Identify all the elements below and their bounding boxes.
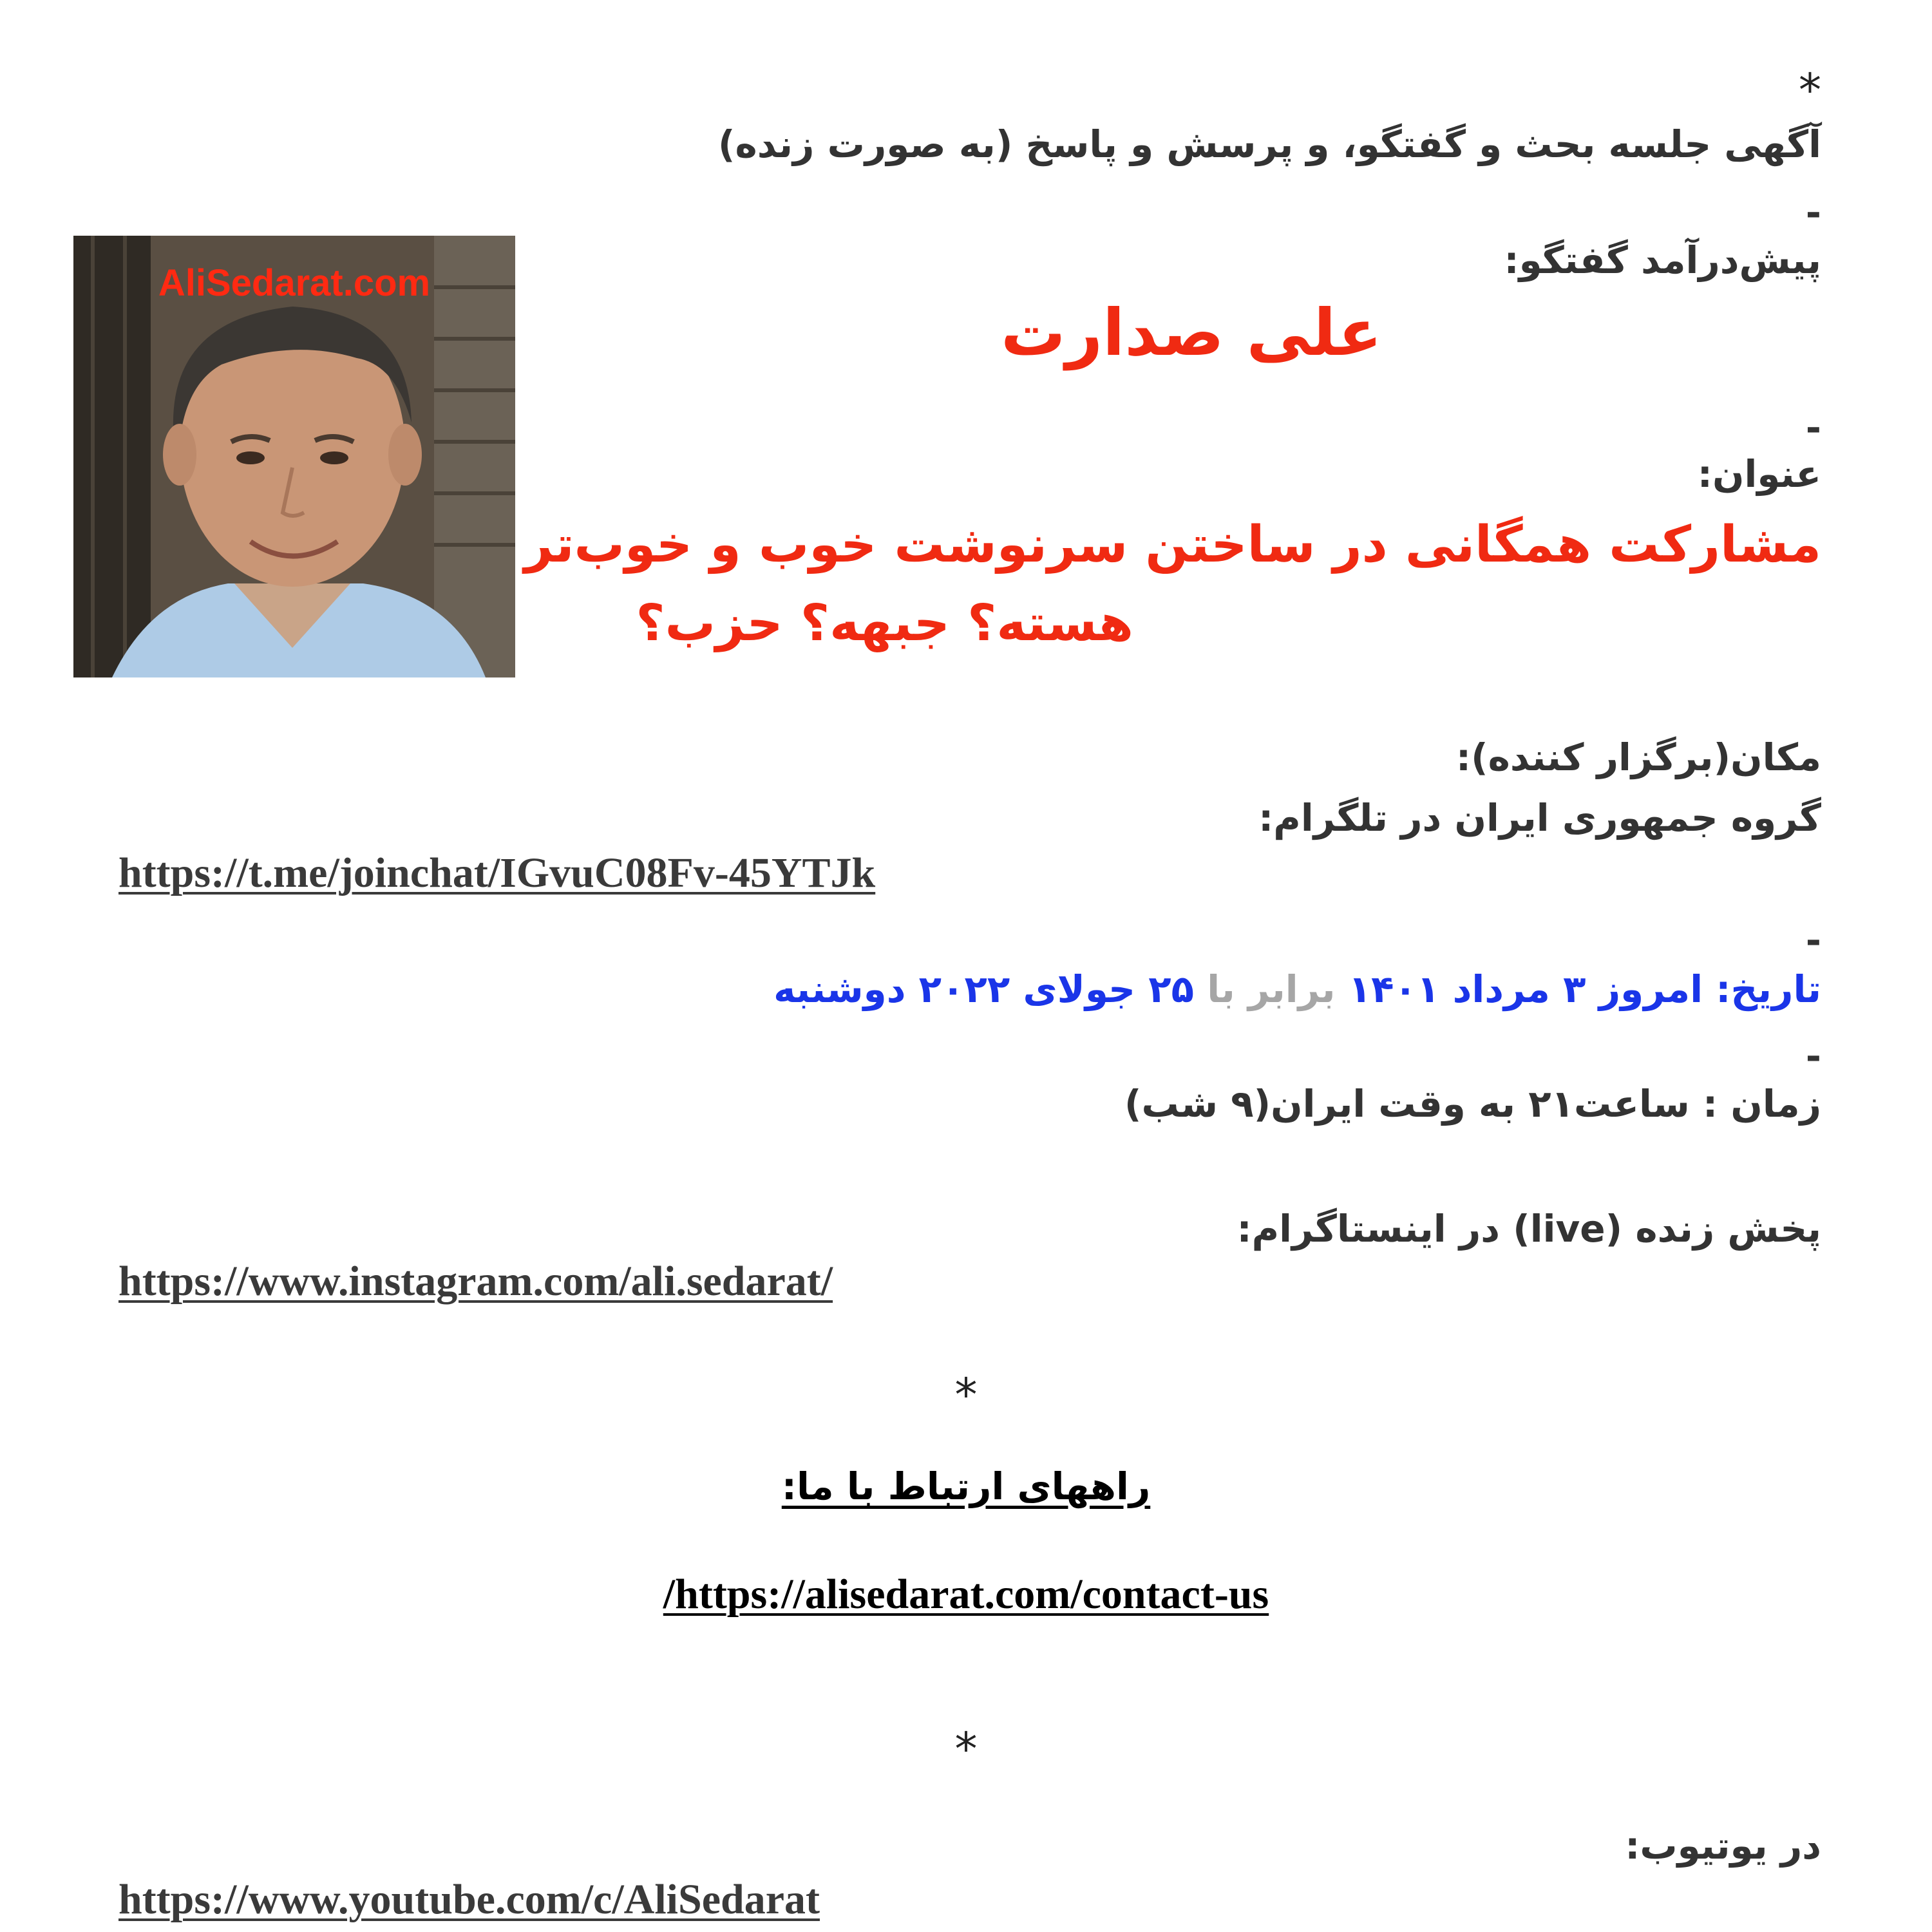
date-persian: تاریخ: امروز ۳ مرداد ۱۴۰۱ xyxy=(1348,967,1821,1011)
topic-label: عنوان: xyxy=(1697,452,1821,496)
topic-title-line2: هسته؟ جبهه؟ حزب؟ xyxy=(636,594,1133,652)
intro-label: پیش‌درآمد گفتگو: xyxy=(1504,238,1821,282)
date-equals: برابر با xyxy=(1207,967,1336,1011)
contact-link[interactable]: /https://alisedarat.com/contact-us xyxy=(663,1571,1269,1618)
dash-separator: - xyxy=(1805,406,1821,450)
contact-heading: راههای ارتباط با ما: xyxy=(781,1464,1151,1508)
date-line xyxy=(773,963,1821,1015)
youtube-label: در یوتیوب: xyxy=(1625,1824,1821,1868)
dash-separator: - xyxy=(1805,191,1821,234)
time-line: زمان : ساعت۲۱ به وقت ایران(۹ شب) xyxy=(1124,1082,1821,1126)
star-divider: * xyxy=(954,1723,978,1776)
speaker-name: علی صدارت xyxy=(1001,295,1382,370)
photo-watermark: AliSedarat.com xyxy=(158,262,431,304)
topic-title-line1: مشارکت همگانی در ساختن سرنوشت خوب و خوب‌تر xyxy=(524,516,1821,574)
speaker-photo xyxy=(73,236,515,677)
star-divider-top: * xyxy=(1799,64,1821,117)
date-gregorian: ۲۵ جولای ۲۰۲۲ دوشنبه xyxy=(773,967,1194,1011)
telegram-link[interactable]: https://t.me/joinchat/IGvuC08Fv-45YTJk xyxy=(118,849,876,896)
venue-label: مکان(برگزار کننده): xyxy=(1455,735,1821,779)
venue-group: گروه جمهوری ایران در تلگرام: xyxy=(1258,796,1821,840)
youtube-link[interactable]: https://www.youtube.com/c/AliSedarat xyxy=(118,1876,820,1923)
instagram-link[interactable]: https://www.instagram.com/ali.sedarat/ xyxy=(118,1258,833,1305)
live-label: پخش زنده (live) در اینستاگرام: xyxy=(1236,1207,1821,1251)
dash-separator: - xyxy=(1805,1034,1821,1078)
announcement-heading: آگهی جلسه بحث و گفتگو، و پرسش و پاسخ (به صورت زنده) xyxy=(717,122,1821,166)
star-divider: * xyxy=(954,1368,978,1421)
dash-separator: - xyxy=(1805,918,1821,962)
